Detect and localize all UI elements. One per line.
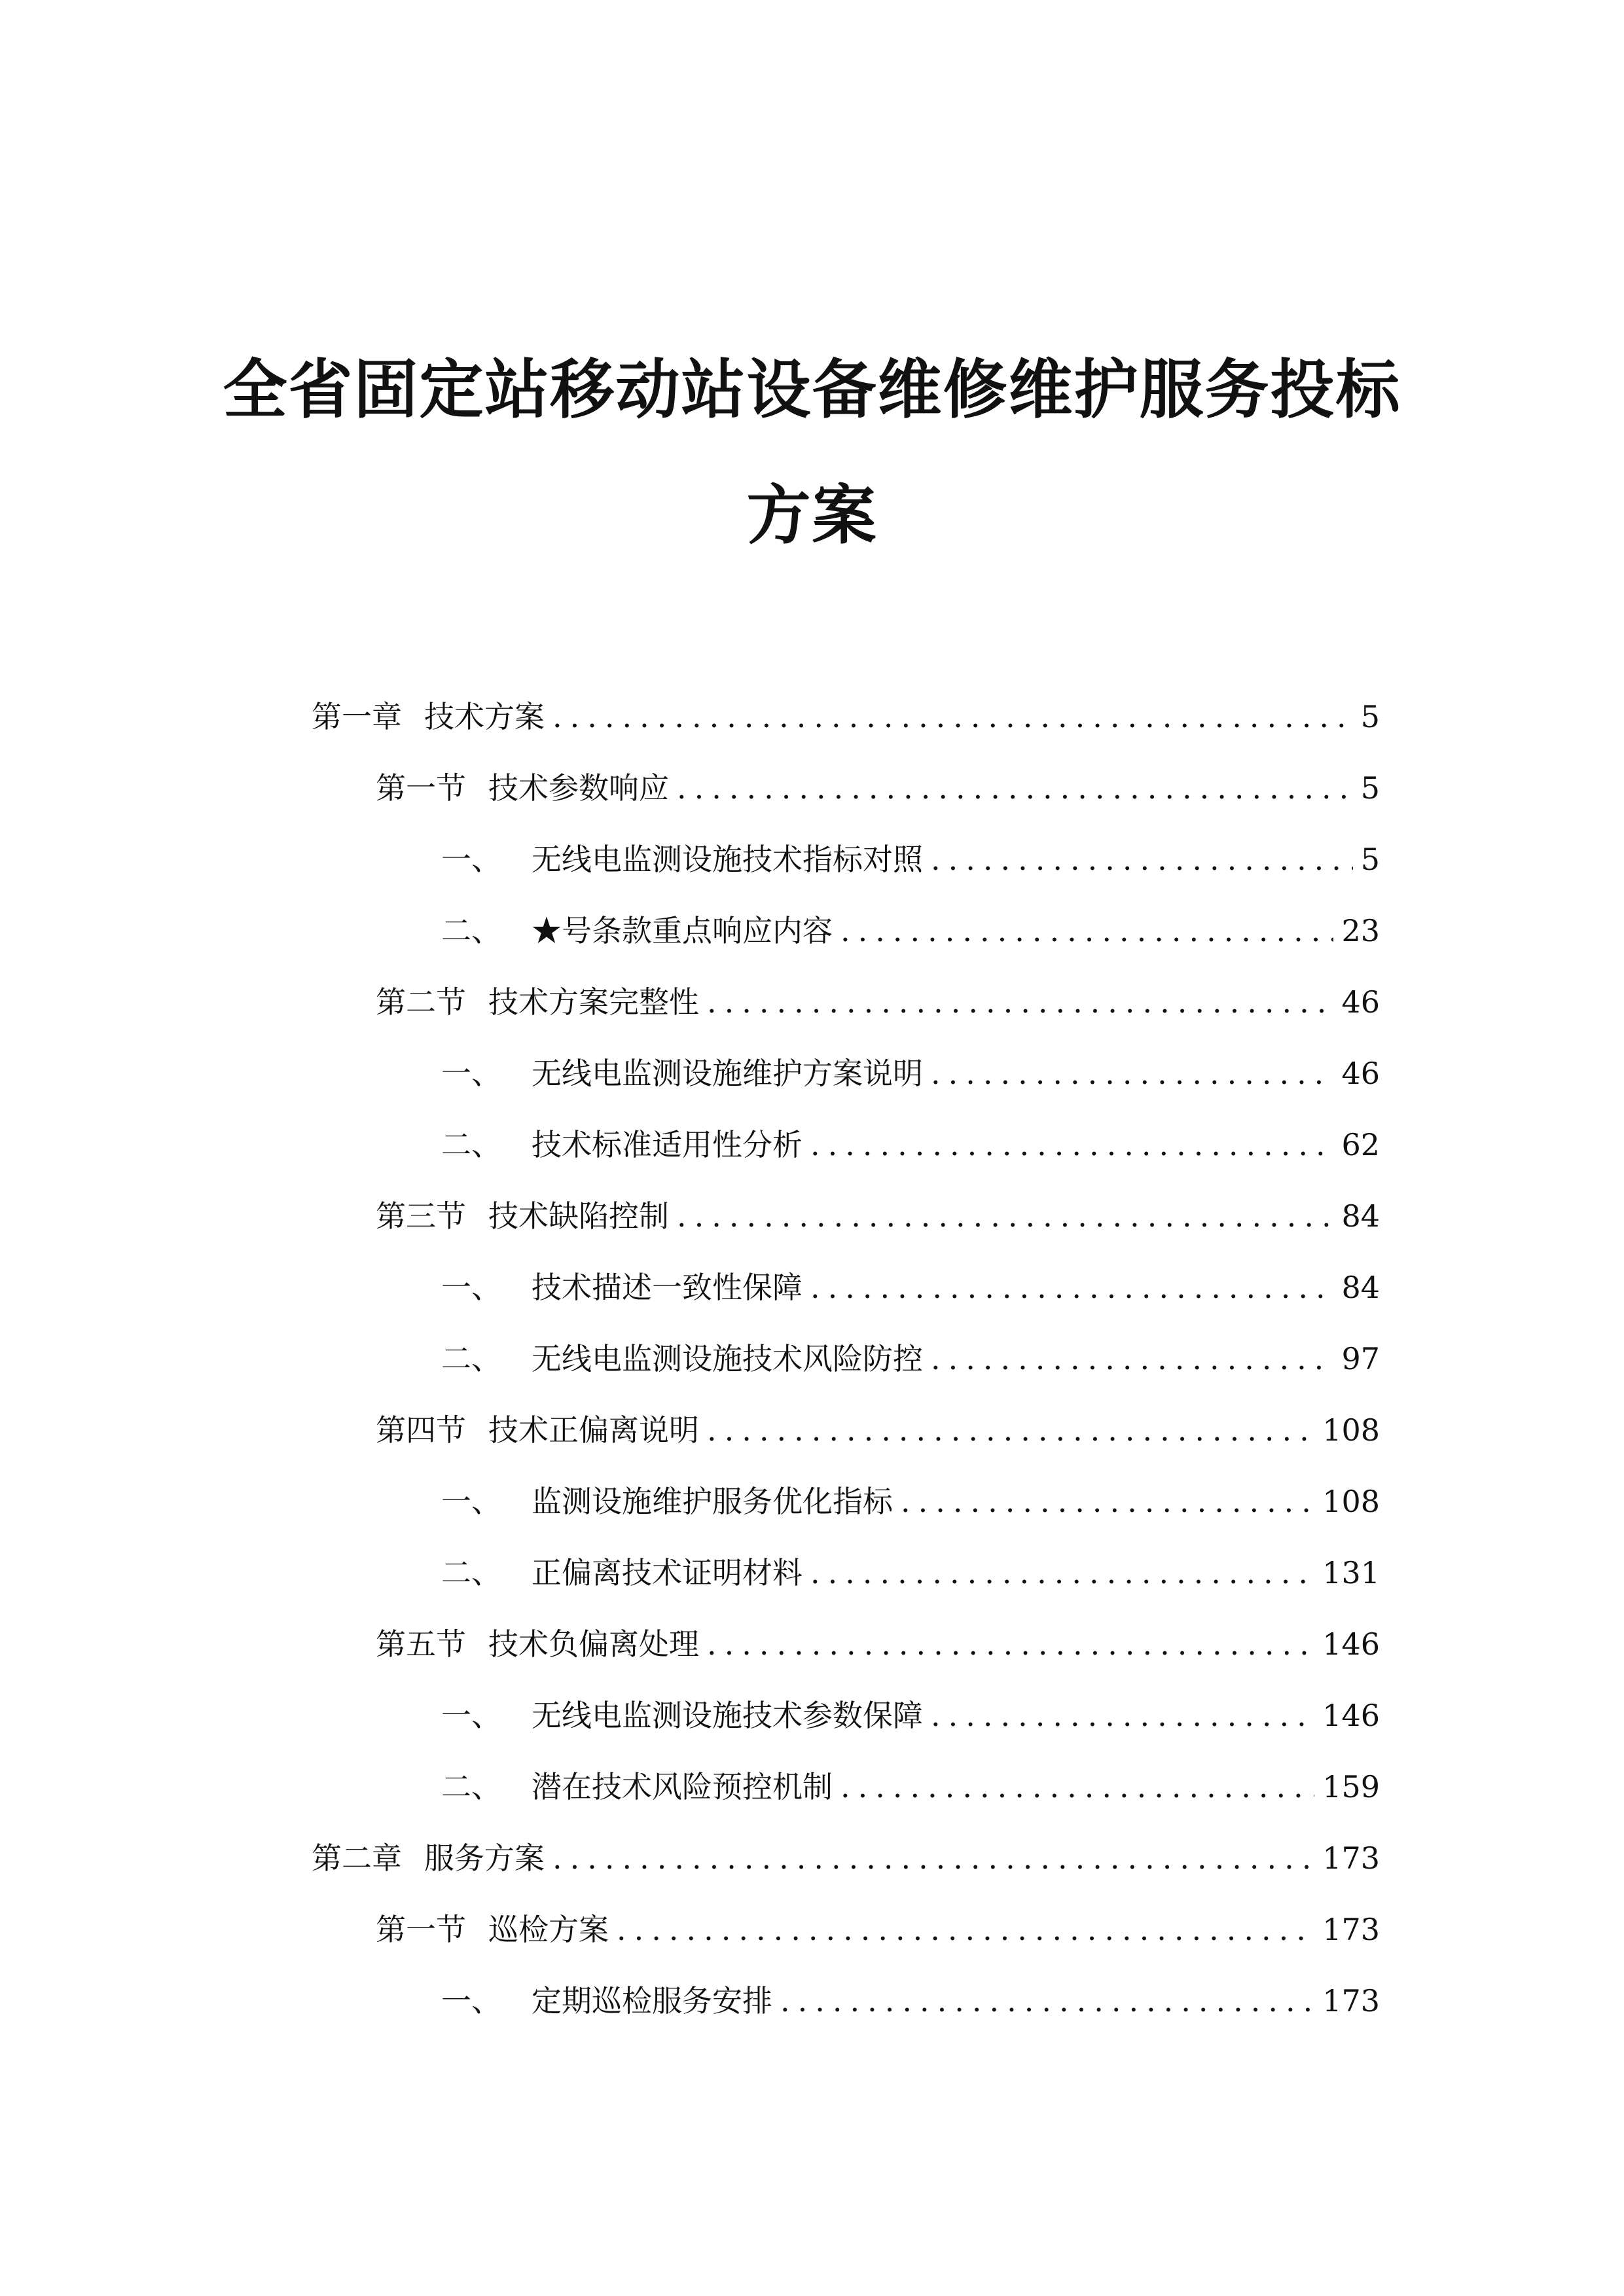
toc-entry-subsection[interactable] (441, 1550, 1380, 1596)
toc-entry-number: 一、 (441, 1484, 501, 1519)
toc-entry-number: 第二章 (312, 1840, 402, 1876)
toc-entry-page: 146 (1322, 1626, 1380, 1662)
toc-entry-subsection[interactable] (441, 1479, 1380, 1524)
toc-entry-page: 5 (1360, 699, 1380, 734)
toc-entry-title: ★号条款重点响应内容 (532, 913, 833, 948)
toc-dot-leader (677, 765, 1353, 811)
toc-dot-leader (707, 979, 1333, 1025)
toc-dot-leader (552, 694, 1353, 740)
toc-entry-number: 第五节 (376, 1626, 466, 1662)
toc-entry-chapter[interactable] (312, 694, 1380, 740)
toc-entry-title: 正偏离技术证明材料 (532, 1555, 803, 1590)
toc-entry-section[interactable] (376, 1907, 1380, 1952)
toc-entry-subsection[interactable] (441, 836, 1380, 882)
toc-entry-title: 技术参数响应 (488, 770, 669, 806)
toc-entry-page: 84 (1341, 1270, 1380, 1305)
toc-entry-page: 46 (1341, 1056, 1380, 1091)
toc-entry-page: 84 (1341, 1198, 1380, 1234)
toc-dot-leader (810, 1265, 1333, 1310)
toc-entry-number: 一、 (441, 1983, 501, 2018)
toc-entry-title: 服务方案 (424, 1840, 545, 1876)
toc-entry-subsection[interactable] (441, 1336, 1380, 1382)
toc-entry-page: 146 (1322, 1698, 1380, 1733)
toc-entry-title: 监测设施维护服务优化指标 (532, 1484, 893, 1519)
toc-entry-section[interactable] (376, 979, 1380, 1025)
toc-dot-leader (552, 1835, 1314, 1881)
toc-entry-title: 技术缺陷控制 (488, 1198, 669, 1234)
toc-entry-page: 23 (1341, 913, 1380, 948)
toc-entry-page: 5 (1360, 842, 1380, 877)
toc-entry-subsection[interactable] (441, 1265, 1380, 1310)
toc-entry-number: 第一节 (376, 1912, 466, 1947)
toc-entry-number: 一、 (441, 1056, 501, 1091)
toc-entry-title: 无线电监测设施技术指标对照 (532, 842, 923, 877)
toc-entry-page: 131 (1322, 1555, 1380, 1590)
toc-dot-leader (840, 1764, 1314, 1810)
title-line-1: 全省固定站移动站设备维修维护服务投标 (223, 353, 1401, 427)
toc-entry-subsection[interactable] (441, 1050, 1380, 1096)
toc-dot-leader (901, 1479, 1314, 1524)
toc-entry-number: 二、 (441, 1769, 501, 1804)
document-title (0, 327, 1624, 579)
toc-entry-number: 一、 (441, 1698, 501, 1733)
toc-entry-chapter[interactable] (312, 1835, 1380, 1881)
toc-entry-title: 技术方案完整性 (488, 984, 699, 1020)
toc-entry-page: 173 (1322, 1983, 1380, 2018)
title-line-2: 方案 (746, 478, 878, 553)
toc-entry-number: 第一节 (376, 770, 466, 806)
toc-entry-page: 46 (1341, 984, 1380, 1020)
toc-entry-page: 108 (1322, 1484, 1380, 1519)
toc-entry-title: 技术负偏离处理 (488, 1626, 699, 1662)
toc-entry-title: 技术正偏离说明 (488, 1412, 699, 1448)
toc-entry-title: 无线电监测设施技术风险防控 (532, 1341, 923, 1376)
toc-entry-section[interactable] (376, 1407, 1380, 1453)
toc-entry-subsection[interactable] (441, 1978, 1380, 2024)
toc-entry-number: 第一章 (312, 699, 402, 734)
toc-entry-number: 一、 (441, 1270, 501, 1305)
toc-entry-title: 潜在技术风险预控机制 (532, 1769, 833, 1804)
toc-entry-number: 二、 (441, 913, 501, 948)
toc-entry-number: 第三节 (376, 1198, 466, 1234)
toc-entry-subsection[interactable] (441, 908, 1380, 954)
toc-entry-number: 二、 (441, 1555, 501, 1590)
toc-entry-number: 一、 (441, 842, 501, 877)
toc-dot-leader (677, 1193, 1333, 1239)
toc-entry-number: 第二节 (376, 984, 466, 1020)
toc-entry-title: 无线电监测设施技术参数保障 (532, 1698, 923, 1733)
toc-entry-title: 定期巡检服务安排 (532, 1983, 772, 2018)
toc-dot-leader (931, 1050, 1333, 1096)
toc-entry-subsection[interactable] (441, 1693, 1380, 1738)
toc-entry-subsection[interactable] (441, 1122, 1380, 1168)
toc-entry-page: 173 (1322, 1840, 1380, 1876)
toc-entry-number: 二、 (441, 1127, 501, 1162)
toc-entry-page: 173 (1322, 1912, 1380, 1947)
toc-entry-title: 技术描述一致性保障 (532, 1270, 803, 1305)
toc-dot-leader (810, 1122, 1333, 1168)
toc-entry-title: 技术方案 (424, 699, 545, 734)
toc-entry-section[interactable] (376, 1621, 1380, 1667)
toc-entry-section[interactable] (376, 1193, 1380, 1239)
toc-entry-section[interactable] (376, 765, 1380, 811)
toc-dot-leader (617, 1907, 1314, 1952)
toc-entry-number: 二、 (441, 1341, 501, 1376)
toc-dot-leader (780, 1978, 1314, 2024)
toc-dot-leader (707, 1407, 1314, 1453)
toc-entry-page: 108 (1322, 1412, 1380, 1448)
toc-entry-page: 159 (1322, 1769, 1380, 1804)
toc-entry-title: 技术标准适用性分析 (532, 1127, 803, 1162)
toc-entry-title: 巡检方案 (488, 1912, 609, 1947)
toc-dot-leader (931, 1693, 1314, 1738)
toc-entry-page: 97 (1341, 1341, 1380, 1376)
toc-dot-leader (931, 1336, 1333, 1382)
toc-dot-leader (810, 1550, 1314, 1596)
toc-entry-subsection[interactable] (441, 1764, 1380, 1810)
toc-dot-leader (840, 908, 1333, 954)
toc-entry-page: 5 (1360, 770, 1380, 806)
toc-dot-leader (707, 1621, 1314, 1667)
toc-entry-title: 无线电监测设施维护方案说明 (532, 1056, 923, 1091)
toc-entry-page: 62 (1341, 1127, 1380, 1162)
toc-dot-leader (931, 836, 1353, 882)
toc-entry-number: 第四节 (376, 1412, 466, 1448)
